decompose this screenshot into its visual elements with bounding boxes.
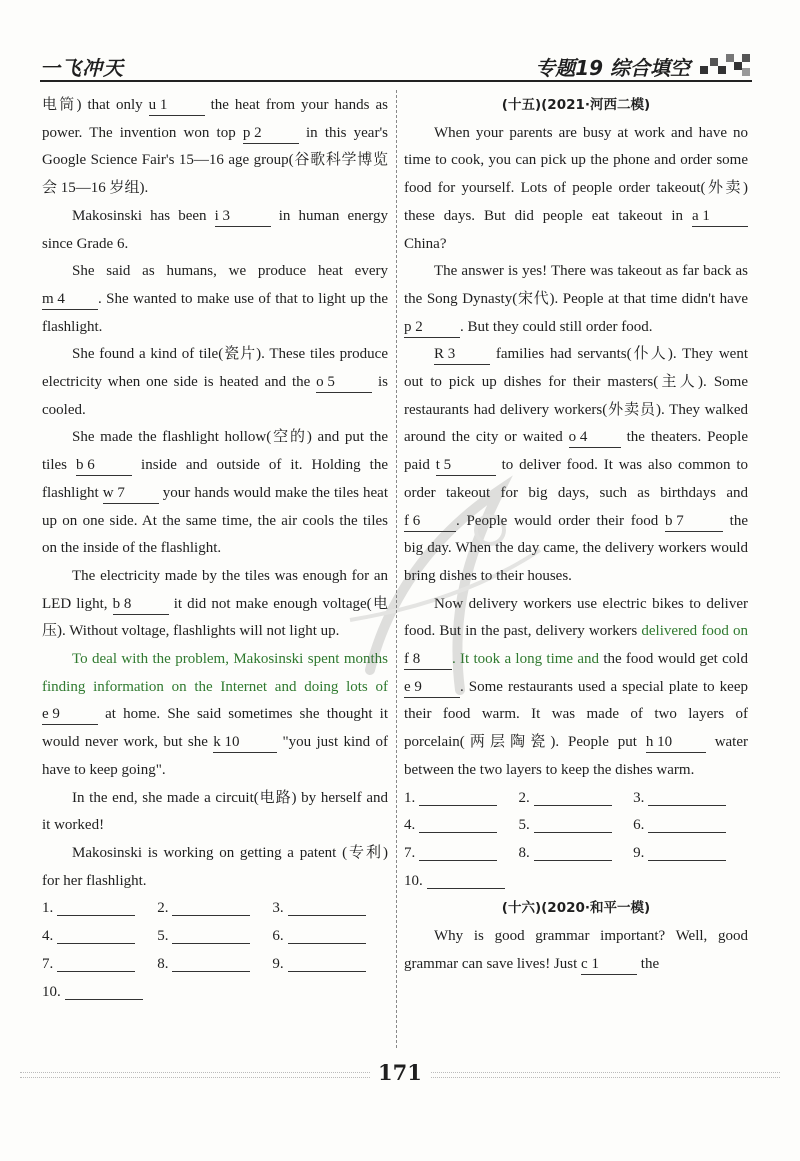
blank-field[interactable]: t 5 bbox=[436, 455, 496, 476]
blank-field[interactable]: R 3 bbox=[434, 344, 490, 365]
blank-field[interactable]: w 7 bbox=[103, 483, 159, 504]
blank-field[interactable]: f 6 bbox=[404, 511, 456, 532]
answer-line[interactable] bbox=[57, 895, 135, 916]
topic-title: 专题19 综合填空 bbox=[535, 56, 690, 80]
answer-row: 4. 5. 6. bbox=[404, 812, 748, 840]
blank-field[interactable]: m 4 bbox=[42, 289, 98, 310]
answer-line[interactable] bbox=[172, 923, 250, 944]
answer-line[interactable] bbox=[534, 840, 612, 861]
paragraph: In the end, she made a circuit(电路) by herself and it worked! bbox=[42, 789, 388, 834]
section-heading: (十六)(2020·和平一模) bbox=[501, 900, 651, 917]
answer-row: 7. 8. 9. bbox=[42, 951, 388, 979]
blank-field[interactable]: e 9 bbox=[404, 677, 460, 698]
paragraph: The electricity made by the tiles was enough for an LED light, b 8 it did not make enough voltage(电压). Without voltage, flashlights will not light up. bbox=[42, 567, 388, 640]
paragraph: Makosinski is working on getting a patent (专利) for her flashlight. bbox=[42, 844, 388, 889]
blank-field[interactable]: b 6 bbox=[76, 455, 132, 476]
blank-field[interactable]: b 8 bbox=[113, 594, 169, 615]
answer-line[interactable] bbox=[419, 785, 497, 806]
answer-line[interactable] bbox=[534, 812, 612, 833]
blank-field[interactable]: h 10 bbox=[646, 732, 706, 753]
answer-row: 7. 8. 9. bbox=[404, 840, 748, 868]
brand-logo: 一飞冲天 bbox=[40, 56, 124, 80]
paragraph: She found a kind of tile(瓷片). These tiles produce electricity when one side is heated and the o 5 is cooled. bbox=[42, 346, 388, 418]
answer-line[interactable] bbox=[534, 785, 612, 806]
blank-field[interactable]: p 2 bbox=[243, 123, 299, 144]
answer-line[interactable] bbox=[57, 923, 135, 944]
blank-field[interactable]: k 10 bbox=[213, 732, 277, 753]
answer-row: 1. 2. 3. bbox=[42, 895, 388, 923]
answer-row: 10. bbox=[42, 979, 388, 1007]
answer-line[interactable] bbox=[288, 923, 366, 944]
answer-line[interactable] bbox=[427, 868, 505, 889]
answer-line[interactable] bbox=[172, 951, 250, 972]
page-header bbox=[0, 0, 800, 88]
answer-line[interactable] bbox=[648, 812, 726, 833]
paragraph: The answer is yes! There was takeout as far back as the Song Dynasty(宋代). People at that time didn't have p 2 . But they could still order food. bbox=[404, 258, 748, 341]
answer-line[interactable] bbox=[57, 951, 135, 972]
paragraph: R 3 families had servants(仆人). They went out to pick up dishes for their masters(主人). Some restaurants had delivery workers(外卖员). They walked around the city or waited o 4 the theaters. People paid t 5 to deliver food. It was also common to order takeout for big days, such as birthdays and f 6 . People would order their food b 7 the big day. When the day came, the delivery workers would bring dishes to their houses. bbox=[404, 346, 749, 584]
answer-line[interactable] bbox=[288, 951, 366, 972]
answer-line[interactable] bbox=[648, 785, 726, 806]
answer-line[interactable] bbox=[648, 840, 726, 861]
page-number: 171 bbox=[370, 1060, 430, 1085]
blank-field[interactable]: u 1 bbox=[149, 95, 205, 116]
blank-field[interactable]: a 1 bbox=[692, 206, 748, 227]
checker-pattern-icon bbox=[700, 52, 750, 78]
answer-line[interactable] bbox=[288, 895, 366, 916]
paragraph: To deal with the problem, Makosinski spent months finding information on the Internet and doing lots of e 9 at home. She said sometimes she thought it would never work, but she k 10 "you just kind of have to keep going". bbox=[42, 651, 388, 778]
paragraph: Why is good grammar important? Well, good grammar can save lives! Just c 1 the bbox=[404, 923, 748, 978]
paragraph: She said as humans, we produce heat every m 4 . She wanted to make use of that to light up the flashlight. bbox=[42, 263, 388, 335]
answer-row: 4. 5. 6. bbox=[42, 923, 388, 951]
header-rule bbox=[40, 80, 752, 82]
answer-line[interactable] bbox=[172, 895, 250, 916]
blank-field[interactable]: f 8 bbox=[404, 649, 452, 670]
answer-row: 1. 2. 3. bbox=[404, 785, 748, 813]
paragraph: She made the flashlight hollow(空的) and put the tiles b 6 inside and outside of it. Holding the flashlight w 7 your hands would make the tiles heat up on one side. At the same time, the air cools the tiles on the inside of the flashlight. bbox=[42, 429, 389, 557]
answer-line[interactable] bbox=[419, 840, 497, 861]
paragraph: 电筒) that only u 1 the heat from your hands as power. The invention won top p 2 in this year's Google Science Fair's 15—16 age group(谷歌科学博览会 15—16 岁组). bbox=[42, 97, 389, 197]
blank-field[interactable]: o 4 bbox=[569, 427, 621, 448]
blank-field[interactable]: e 9 bbox=[42, 704, 98, 725]
blank-field[interactable]: p 2 bbox=[404, 317, 460, 338]
blank-field[interactable]: i 3 bbox=[215, 206, 271, 227]
page-footer bbox=[0, 1052, 800, 1112]
watermark-logo-icon bbox=[330, 470, 550, 710]
answer-row: 10. bbox=[404, 868, 748, 896]
answer-line[interactable] bbox=[65, 979, 143, 1000]
answer-line[interactable] bbox=[419, 812, 497, 833]
blank-field[interactable]: o 5 bbox=[316, 372, 372, 393]
paragraph: When your parents are busy at work and have no time to cook, you can pick up the phone and order some food for yourself. Lots of people order takeout(外卖) these days. But did people eat takeout in a 1 China? bbox=[404, 124, 748, 252]
paragraph: Makosinski has been i 3 in human energy since Grade 6. bbox=[42, 207, 388, 252]
paragraph: Now delivery workers use electric bikes to deliver food. But in the past, delivery workers delivered food on f 8 . It took a long time and the food would get cold e 9 . Some restaurants used a special plate to keep their food warm. It was made of two layers of porcelain(两层陶瓷). People put h 10 water between the two layers to keep the dishes warm. bbox=[404, 595, 748, 778]
blank-field[interactable]: c 1 bbox=[581, 954, 637, 975]
blank-field[interactable]: b 7 bbox=[665, 511, 723, 532]
section-heading: (十五)(2021·河西二模) bbox=[501, 97, 651, 113]
